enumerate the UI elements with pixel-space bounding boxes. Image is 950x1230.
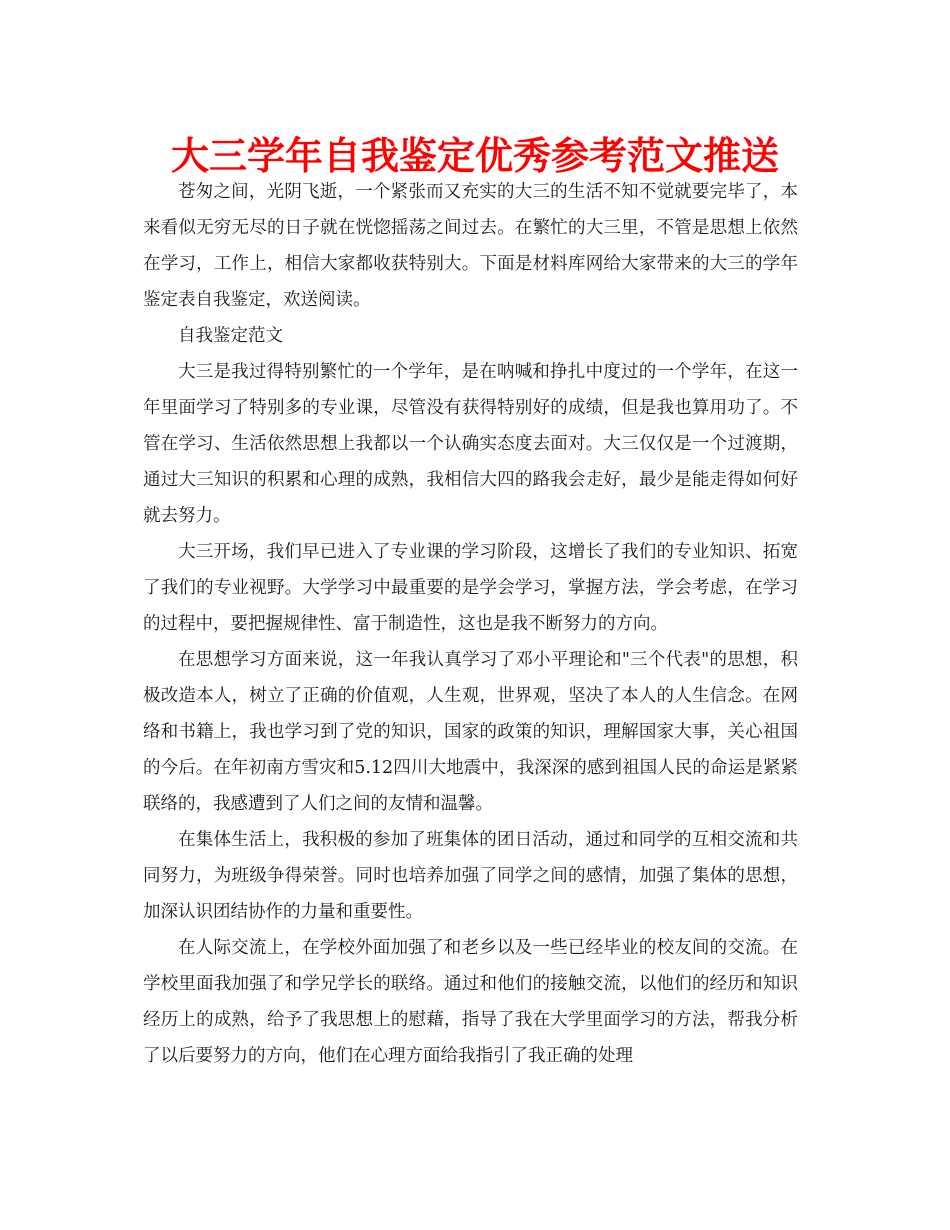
paragraph-intro: 苍匆之间，光阴飞逝，一个紧张而又充实的大三的生活不知不觉就要完毕了，本来看似无穷无尽的日子就在恍惚摇荡之间过去。在繁忙的大三里，不管是思想上依然在学习，工作上，相信大家都收获特别大。下面是材料库网给大家带来的大三的学年鉴定表自我鉴定，欢送阅读。 (143, 182, 798, 310)
page-title: 大三学年自我鉴定优秀参考范文推送 (170, 134, 779, 178)
paragraph-thought: 在思想学习方面来说，这一年我认真学习了邓小平理论和"三个代表"的思想，积极改造本人，树立了正确的价值观，人生观，世界观，坚决了本人的人生信念。在网络和书籍上，我也学习到了党的知识，国家的政策的知识，理解国家大事，关心祖国的今后。在年初南方雪灾和5.12四川大地震中，我深深的感到祖国人民的命运是紧紧联络的，我感遭到了人们之间的友情和温馨。 (143, 650, 798, 814)
section-heading: 自我鉴定范文 (178, 326, 283, 346)
paragraph-communication: 在人际交流上，在学校外面加强了和老乡以及一些已经毕业的校友间的交流。在学校里面我加强了和学兄学长的联络。通过和他们的接触交流，以他们的经历和知识经历上的成熟，给予了我思想上的慰藉，指导了我在大学里面学习的方法，帮我分析了以后要努力的方向，他们在心理方面给我指引了我正确的处理 (143, 938, 798, 1066)
paragraph-collective: 在集体生活上，我积极的参加了班集体的团日活动，通过和同学的互相交流和共同努力，为班级争得荣誉。同时也培养加强了同学之间的感情，加强了集体的思想，加深认识团结协作的力量和重要性。 (143, 830, 798, 922)
document-body (143, 174, 798, 1074)
paragraph-overview: 大三是我过得特别繁忙的一个学年，是在呐喊和挣扎中度过的一个学年，在这一年里面学习了特别多的专业课，尽管没有获得特别好的成绩，但是我也算用功了。不管在学习、生活依然思想上我都以一个认确实态度去面对。大三仅仅是一个过渡期，通过大三知识的积累和心理的成熟，我相信大四的路我会走好，最少是能走得如何好就去努力。 (143, 362, 798, 526)
paragraph-study: 大三开场，我们早已进入了专业课的学习阶段，这增长了我们的专业知识、拓宽了我们的专业视野。大学学习中最重要的是学会学习，掌握方法，学会考虑，在学习的过程中，要把握规律性、富于制造性，这也是我不断努力的方向。 (143, 542, 798, 634)
